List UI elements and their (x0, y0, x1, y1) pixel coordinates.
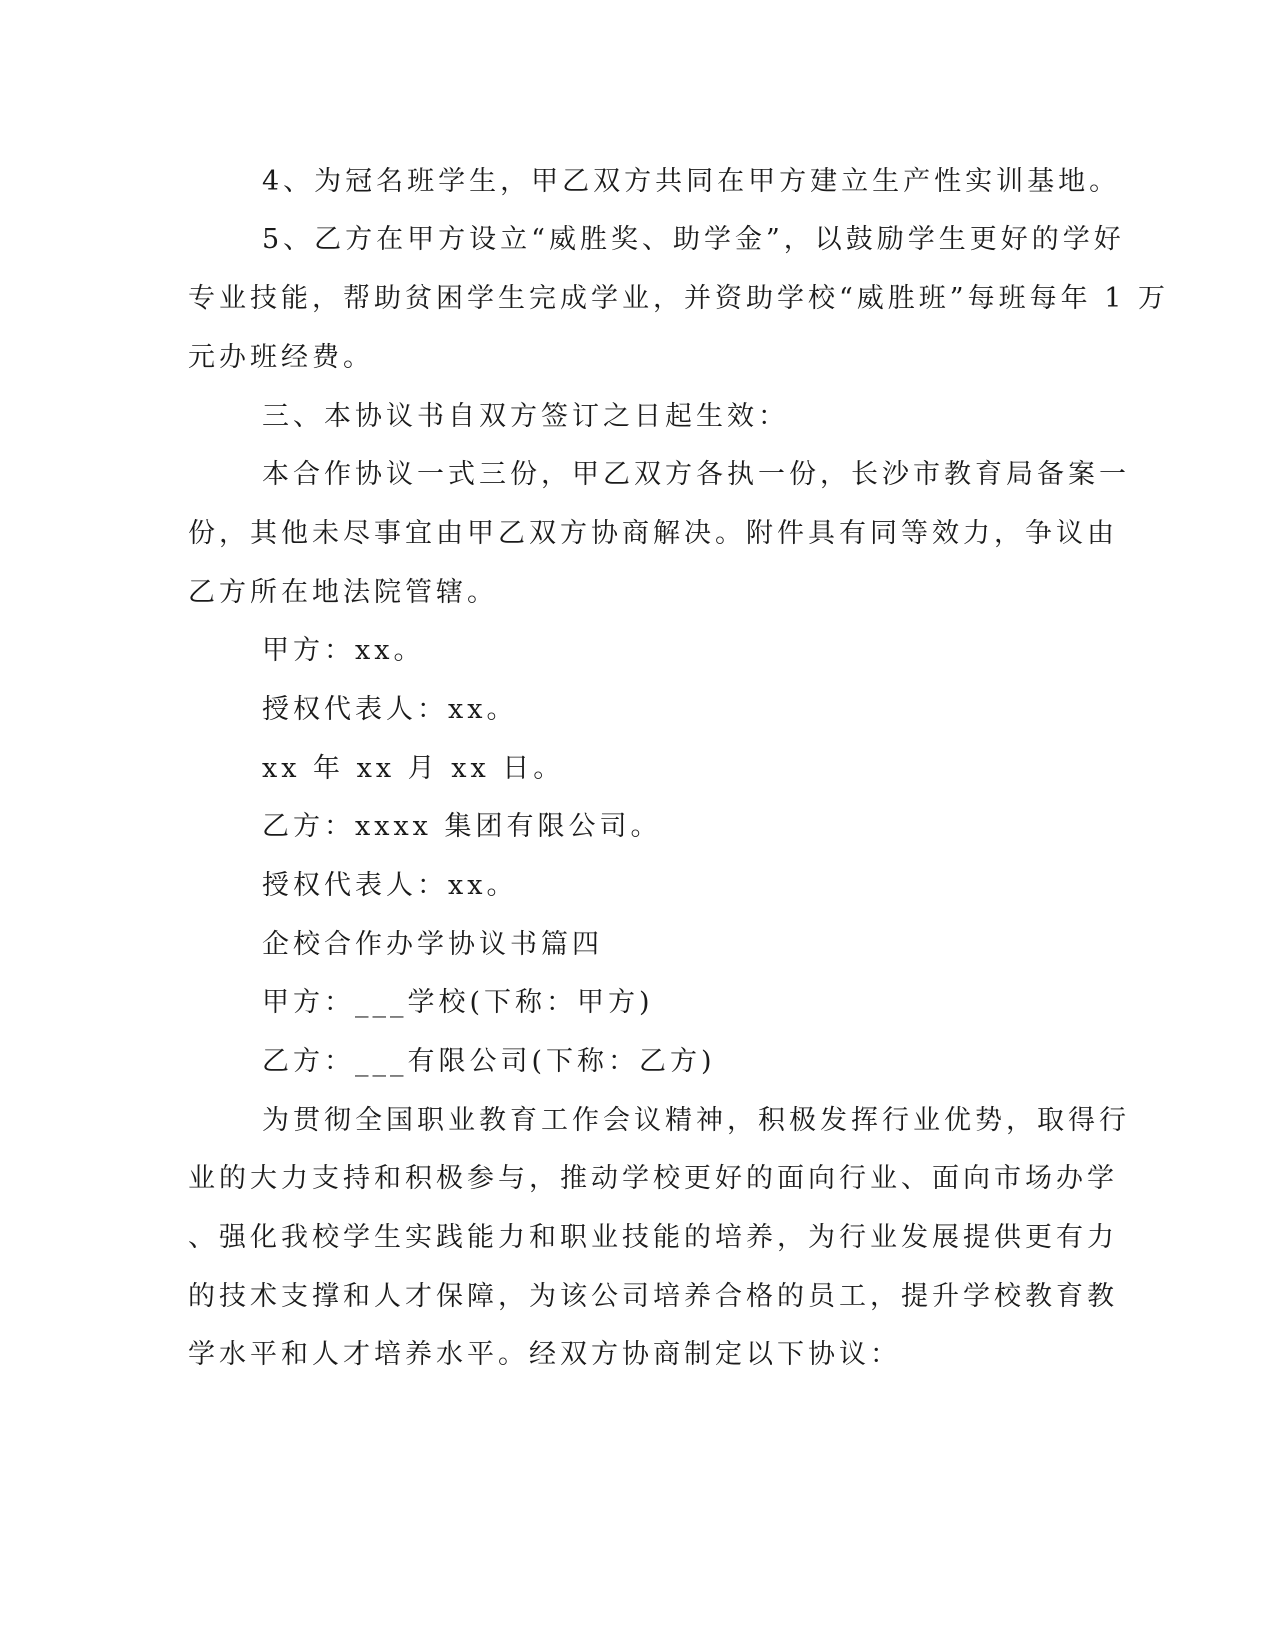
paragraph-line: 业的大力支持和积极参与，推动学校更好的面向行业、面向市场办学 (188, 1163, 1118, 1194)
signature-party-a: 甲方：xx。 (262, 635, 425, 666)
signature-party-b: 乙方：xxxx 集团有限公司。 (262, 811, 662, 842)
paragraph-line: 学水平和人才培养水平。经双方协商制定以下协议： (188, 1339, 901, 1370)
signature-date: xx 年 xx 月 xx 日。 (262, 753, 565, 784)
paragraph-line: 为贯彻全国职业教育工作会议精神，积极发挥行业优势，取得行 (262, 1105, 1130, 1136)
paragraph-line: 专业技能，帮助贫困学生完成学业，并资助学校“威胜班”每班每年 1 万 (188, 283, 1169, 314)
party-b-line: 乙方：___有限公司(下称：乙方) (262, 1046, 716, 1077)
section-title: 企校合作办学协议书篇四 (262, 929, 603, 960)
paragraph-line: 5、乙方在甲方设立“威胜奖、助学金”，以鼓励学生更好的学好 (262, 224, 1125, 255)
section-heading: 三、本协议书自双方签订之日起生效： (262, 401, 789, 432)
signature-representative: 授权代表人：xx。 (262, 694, 518, 725)
paragraph-line: 乙方所在地法院管辖。 (188, 577, 498, 608)
signature-representative: 授权代表人：xx。 (262, 870, 518, 901)
paragraph-line: 、强化我校学生实践能力和职业技能的培养，为行业发展提供更有力 (188, 1222, 1118, 1253)
paragraph-line: 元办班经费。 (188, 342, 374, 373)
party-a-line: 甲方：___学校(下称：甲方) (262, 987, 654, 1018)
paragraph-line: 份，其他未尽事宜由甲乙双方协商解决。附件具有同等效力，争议由 (188, 518, 1118, 549)
paragraph-line: 的技术支撑和人才保障，为该公司培养合格的员工，提升学校教育教 (188, 1281, 1118, 1312)
paragraph-line: 本合作协议一式三份，甲乙双方各执一份，长沙市教育局备案一 (262, 459, 1130, 490)
paragraph-line: 4、为冠名班学生，甲乙双方共同在甲方建立生产性实训基地。 (262, 166, 1121, 197)
